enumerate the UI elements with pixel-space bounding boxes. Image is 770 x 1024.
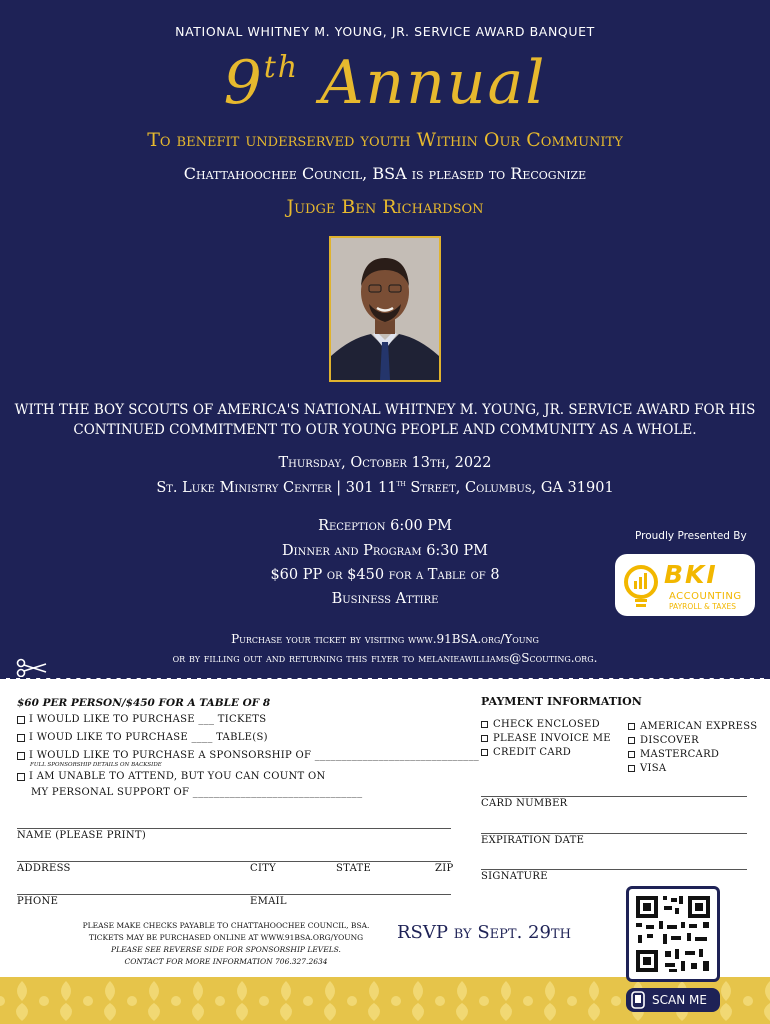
council-line: Chattahoochee Council, BSA is pleased to Recognize <box>183 164 587 183</box>
qr-code[interactable] <box>626 886 720 982</box>
option-sponsorship[interactable] <box>17 750 479 761</box>
option-support-label: I AM UNABLE TO ATTEND, BUT YOU CAN COUNT ON <box>29 771 326 782</box>
cut-line <box>0 677 770 679</box>
sponsor-logo <box>615 554 755 616</box>
note-reverse: PLEASE SEE REVERSE SIDE FOR SPONSORSHIP LEVELS. <box>111 945 341 954</box>
note-online: TICKETS MAY BE PURCHASED ONLINE AT WWW.91BSA.ORG/YOUNG <box>88 933 364 942</box>
expiration-line[interactable] <box>481 833 747 834</box>
rsvp-deadline: RSVP by Sept. 29th <box>397 922 571 943</box>
checkbox[interactable] <box>17 734 25 742</box>
option-support[interactable] <box>17 771 326 782</box>
event-venue <box>0 479 770 496</box>
price-header: $60 PER PERSON/$450 FOR A TABLE OF 8 <box>17 697 271 709</box>
option-tickets[interactable] <box>17 714 266 725</box>
expiration-label: EXPIRATION DATE <box>481 835 585 846</box>
payment-card-options <box>628 720 757 776</box>
honoree-name: Judge Ben Richardson <box>286 196 484 218</box>
dress-code: Business Attire <box>331 591 439 607</box>
purchase-line-1: Purchase your ticket by visiting www.91BSA.org/Young <box>231 632 539 646</box>
option-tickets-label: I WOULD LIKE TO PURCHASE ___ TICKETS <box>29 714 267 725</box>
note-checks: PLEASE MAKE CHECKS PAYABLE TO CHATTAHOOCHEE COUNCIL, BSA. <box>82 921 370 930</box>
payment-header: PAYMENT INFORMATION <box>481 695 642 708</box>
honoree-photo <box>329 236 441 382</box>
award-description <box>0 400 770 440</box>
card-number-line[interactable] <box>481 796 747 797</box>
option-tables-label: I WOUD LIKE TO PURCHASE ____ TABLE(S) <box>29 732 268 743</box>
phone-label: PHONE <box>17 896 59 907</box>
payment-option-label: CREDIT CARD <box>493 747 572 758</box>
purchase-line-2: or by filling out and returning this flyer to melanieawilliams@Scouting.org. <box>172 651 598 665</box>
phone-icon <box>631 991 645 1009</box>
name-line[interactable] <box>17 828 451 829</box>
ticket-price: $60 PP or $450 for a Table of 8 <box>270 567 500 583</box>
checkbox[interactable] <box>628 737 635 744</box>
checkbox[interactable] <box>17 752 25 760</box>
card-option[interactable] <box>628 762 757 776</box>
payment-option[interactable] <box>481 732 611 746</box>
portrait-illustration <box>331 238 439 380</box>
card-option-label: MASTERCARD <box>640 749 720 760</box>
checkbox[interactable] <box>481 721 488 728</box>
card-number-label: CARD NUMBER <box>481 798 568 809</box>
payment-option[interactable] <box>481 746 611 760</box>
payment-option[interactable] <box>481 718 611 732</box>
edition-heading <box>0 40 770 126</box>
phone-email-line[interactable] <box>17 894 451 895</box>
edition-suffix: th <box>263 50 300 85</box>
edition-word: Annual <box>320 48 547 118</box>
presented-by-label: Proudly Presented By <box>635 530 747 542</box>
checkbox[interactable] <box>628 765 635 772</box>
card-option[interactable] <box>628 748 757 762</box>
checkbox[interactable] <box>628 751 635 758</box>
banquet-title: NATIONAL WHITNEY M. YOUNG, JR. SERVICE AWARD BANQUET <box>175 24 595 39</box>
benefit-line: To benefit underserved youth Within Our Community <box>147 129 623 151</box>
signature-line[interactable] <box>481 869 747 870</box>
edition-number: 9 <box>223 48 264 118</box>
payment-left-options <box>481 718 611 760</box>
email-label: EMAIL <box>250 896 287 907</box>
logo-line-2: PAYROLL & TAXES <box>669 602 737 611</box>
checkbox[interactable] <box>481 749 488 756</box>
option-sponsorship-label: I WOULD LIKE TO PURCHASE A SPONSORSHIP OF _______________________________ <box>29 750 480 761</box>
payment-option-label: CHECK ENCLOSED <box>493 719 600 730</box>
note-contact: CONTACT FOR MORE INFORMATION 706.327.2634 <box>124 957 328 966</box>
dinner-time: Dinner and Program 6:30 PM <box>282 543 488 559</box>
event-date: Thursday, October 13th, 2022 <box>278 455 492 471</box>
card-option-label: DISCOVER <box>640 735 699 746</box>
logo-name: BKI <box>664 560 718 589</box>
logo-line-1: ACCOUNTING <box>669 591 742 602</box>
checkbox[interactable] <box>17 773 25 781</box>
city-label: CITY <box>250 863 277 874</box>
award-line-2: CONTINUED COMMITMENT TO OUR YOUNG PEOPLE AND COMMUNITY AS A WHOLE. <box>73 422 697 438</box>
card-option[interactable] <box>628 720 757 734</box>
reception-time: Reception 6:00 PM <box>318 518 452 534</box>
address-label: ADDRESS <box>17 863 71 874</box>
option-support-line-2: MY PERSONAL SUPPORT OF ________________________________ <box>31 787 363 798</box>
scan-me-label: SCAN ME <box>652 993 707 1007</box>
venue-sup: th <box>396 479 406 489</box>
card-option[interactable] <box>628 734 757 748</box>
checkbox[interactable] <box>481 735 488 742</box>
payment-option-label: PLEASE INVOICE ME <box>493 733 611 744</box>
checkbox[interactable] <box>628 723 635 730</box>
venue-suffix: Street, Columbus, GA 31901 <box>405 479 614 496</box>
sponsorship-note: FULL SPONSORSHIP DETAILS ON BACKSIDE <box>30 762 162 768</box>
award-line-1: WITH THE BOY SCOUTS OF AMERICA'S NATIONAL WHITNEY M. YOUNG, JR. SERVICE AWARD FOR HIS <box>14 402 756 418</box>
state-label: STATE <box>336 863 372 874</box>
address-line[interactable] <box>17 861 451 862</box>
name-label: NAME (PLEASE PRINT) <box>17 830 147 841</box>
card-option-label: VISA <box>640 763 667 774</box>
scissors-icon <box>16 658 52 678</box>
signature-label: SIGNATURE <box>481 871 548 882</box>
scan-me-button[interactable] <box>626 988 720 1012</box>
zip-label: ZIP <box>435 863 454 874</box>
qr-code-icon <box>629 889 717 979</box>
payment-notes <box>17 920 435 968</box>
venue-prefix: St. Luke Ministry Center | 301 11 <box>156 479 397 496</box>
checkbox[interactable] <box>17 716 25 724</box>
card-option-label: AMERICAN EXPRESS <box>640 721 758 732</box>
option-tables[interactable] <box>17 732 268 743</box>
